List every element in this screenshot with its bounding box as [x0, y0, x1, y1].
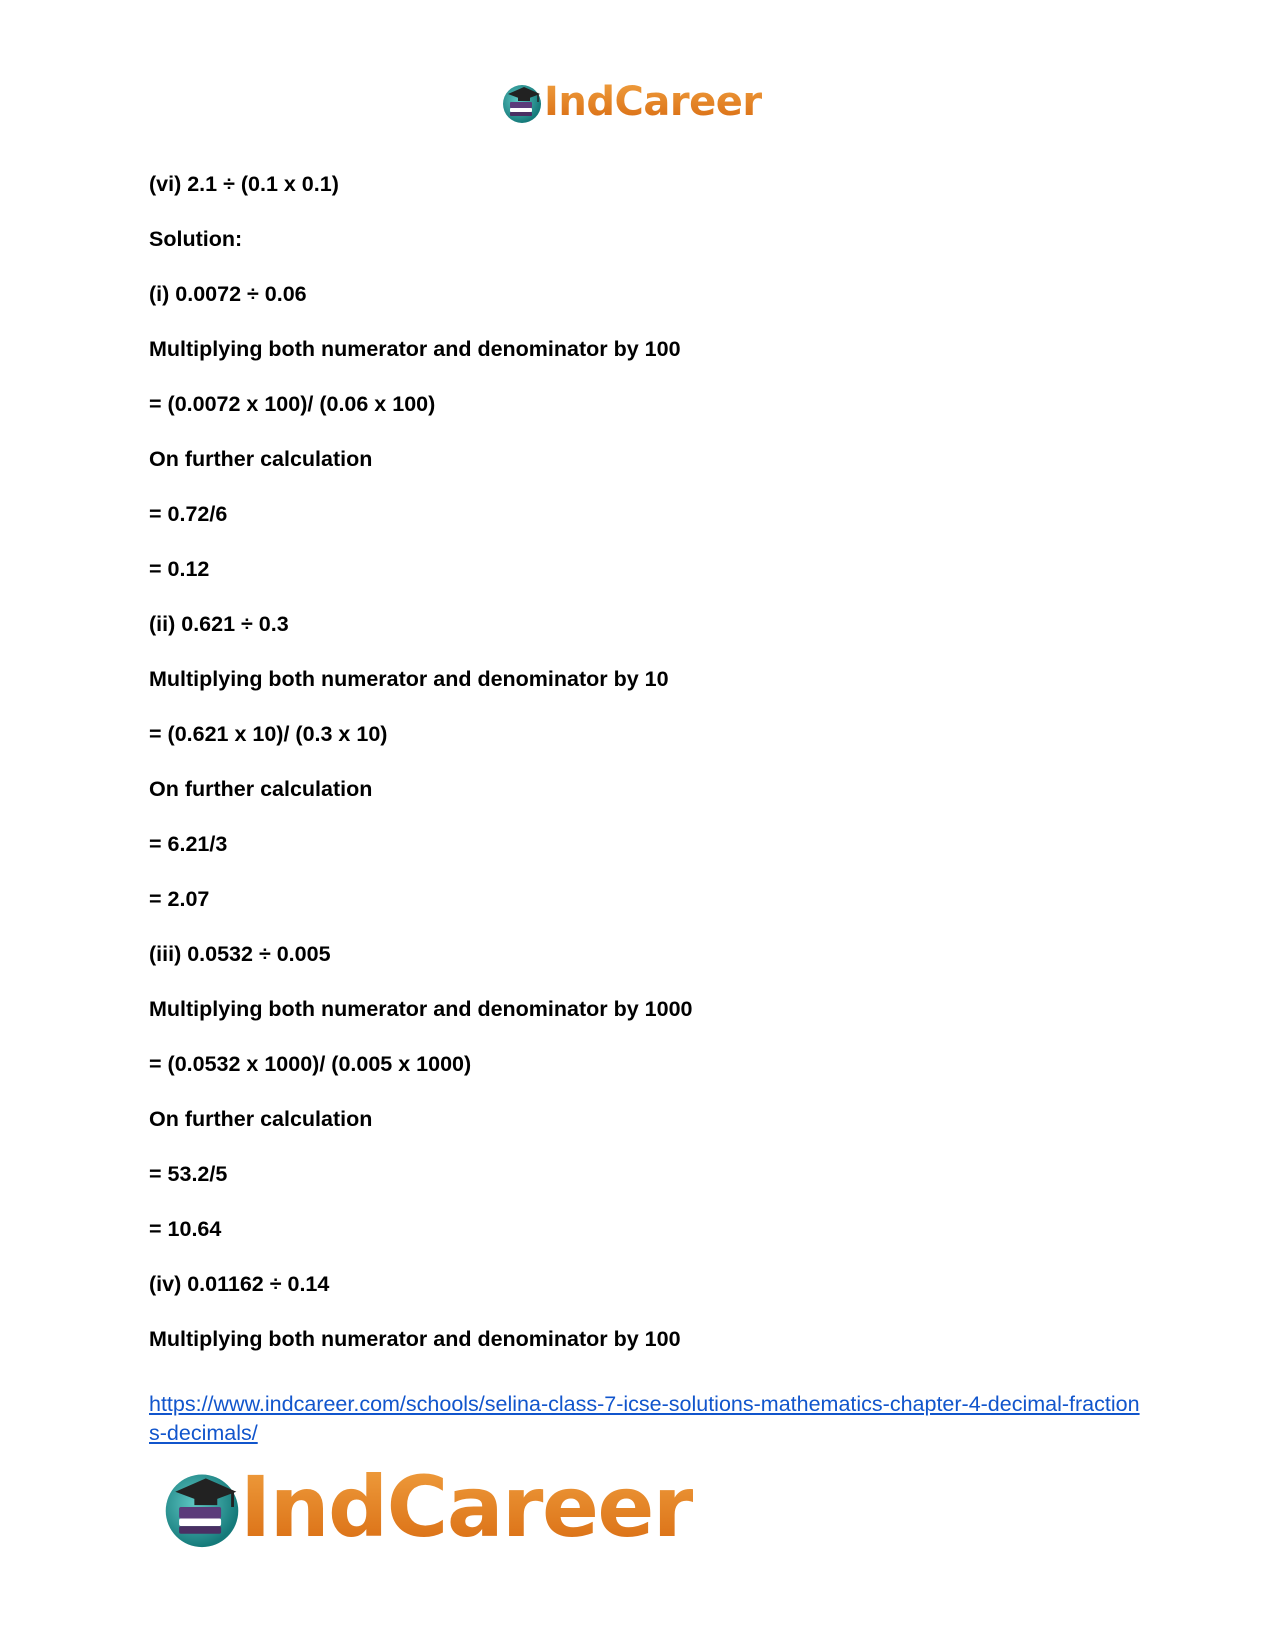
text-line: Multiplying both numerator and denominator by 100 [149, 1327, 681, 1351]
text-line: Multiplying both numerator and denominator by 10 [149, 667, 669, 691]
text-line: = 53.2/5 [149, 1162, 228, 1186]
text-line: On further calculation [149, 447, 373, 471]
header-logo [500, 78, 762, 126]
text-line: = (0.0532 x 1000)/ (0.005 x 1000) [149, 1052, 472, 1076]
text-line: = 0.12 [149, 557, 210, 581]
text-line: (i) 0.0072 ÷ 0.06 [149, 282, 307, 306]
logo-text: IndCareer [544, 79, 762, 125]
solution-content [149, 172, 1139, 1382]
logo-text: IndCareer [240, 1458, 693, 1556]
text-line: On further calculation [149, 1107, 373, 1131]
footer-logo [160, 1458, 693, 1556]
text-line: (ii) 0.621 ÷ 0.3 [149, 612, 289, 636]
text-line: (iii) 0.0532 ÷ 0.005 [149, 942, 331, 966]
source-link[interactable]: https://www.indcareer.com/schools/selina-class-7-icse-solutions-mathematics-chapter-4-decimal-fractions-decimals/ [149, 1392, 1140, 1445]
text-line: = 0.72/6 [149, 502, 228, 526]
text-line: Multiplying both numerator and denominator by 1000 [149, 997, 693, 1021]
text-line: = (0.621 x 10)/ (0.3 x 10) [149, 722, 388, 746]
text-line: = (0.0072 x 100)/ (0.06 x 100) [149, 392, 436, 416]
text-line: Multiplying both numerator and denominator by 100 [149, 337, 681, 361]
graduation-globe-icon [500, 80, 544, 124]
text-line: Solution: [149, 227, 243, 251]
text-line: (vi) 2.1 ÷ (0.1 x 0.1) [149, 172, 339, 196]
text-line: = 6.21/3 [149, 832, 228, 856]
text-line: = 10.64 [149, 1217, 222, 1241]
text-line: On further calculation [149, 777, 373, 801]
graduation-globe-icon [160, 1465, 244, 1549]
text-line: (iv) 0.01162 ÷ 0.14 [149, 1272, 330, 1296]
text-line: = 2.07 [149, 887, 210, 911]
